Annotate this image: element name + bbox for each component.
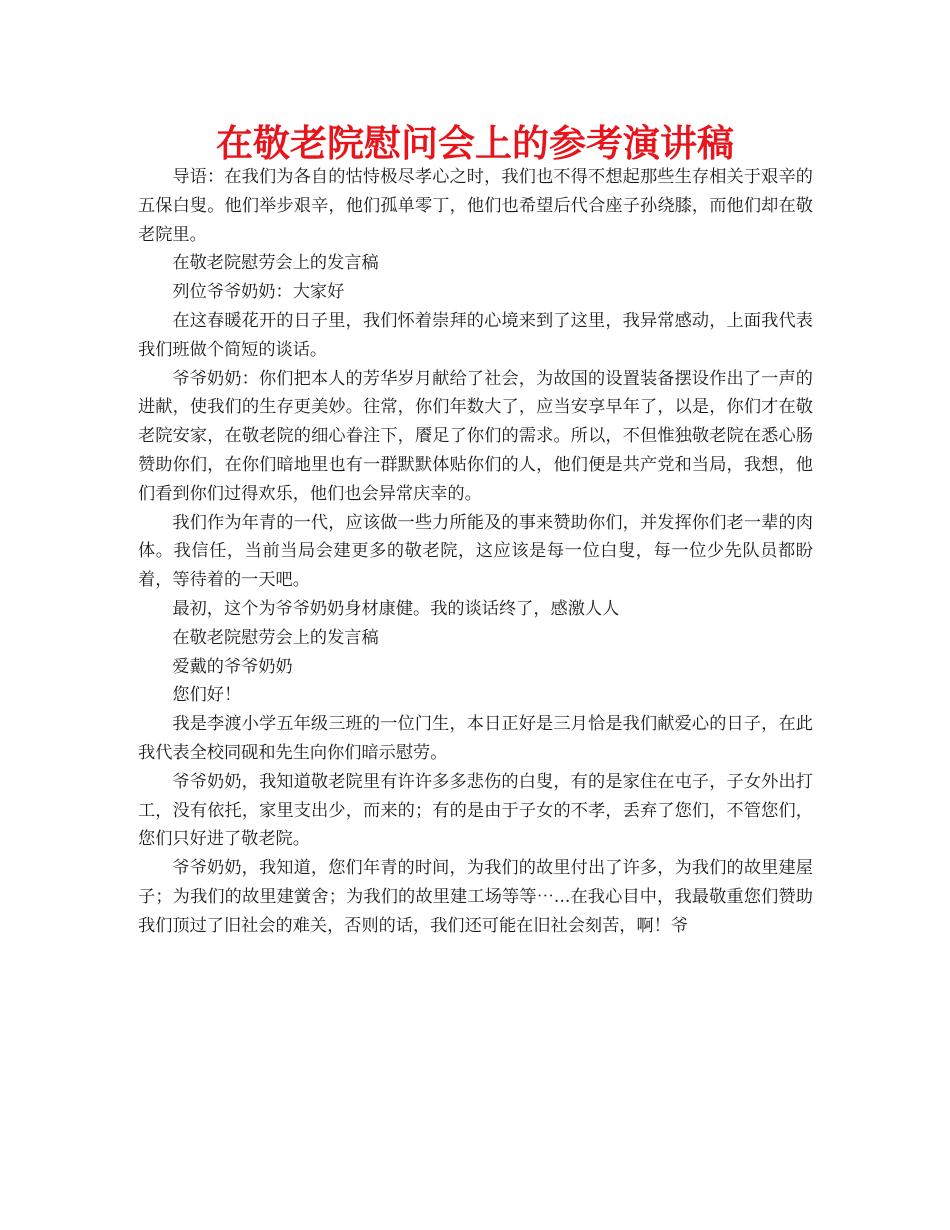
paragraph: 爷爷奶奶，我知道敬老院里有许许多多悲伤的白叟，有的是家住在屯子，子女外出打工，没有依托，家里支出少，而来的；有的是由于子女的不孝，丢弃了您们，不管您们，您们只好进了敬老院。 [138,771,813,850]
paragraph: 我是李渡小学五年级三班的一位门生，本日正好是三月恰是我们献爱心的日子，在此我代表全校同砚和先生向你们暗示慰劳。 [138,714,813,763]
paragraph: 我们作为年青的一代，应该做一些力所能及的事来赞助你们，并发挥你们老一辈的肉体。我信任，当前当局会建更多的敬老院，这应该是每一位白叟，每一位少先队员都盼着，等待着的一天吧。 [138,512,813,591]
paragraph-intro: 导语：在我们为各自的怙恃极尽孝心之时，我们也不得不想起那些生存相关于艰辛的五保白叟。他们举步艰辛，他们孤单零丁，他们也希望后代合座子孙绕膝，而他们却在敬老院里。 [138,167,813,245]
paragraph-heading: 在敬老院慰劳会上的发言稿 [172,627,379,648]
paragraph-greeting: 列位爷爷奶奶：大家好 [172,282,345,303]
paragraph: 爷爷奶奶，我知道，您们年青的时间，为我们的故里付出了许多，为我们的故里建屋子；为我们的故里建黉舍；为我们的故里建工场等等⋯...在我心目中，我最敬重您们赞助我们顶过了旧社会的难关，否则的话，我们还可能在旧社会刻苦，啊！爷 [138,858,813,936]
paragraph-heading: 在敬老院慰劳会上的发言稿 [172,253,379,274]
paragraph: 在这春暖花开的日子里，我们怀着崇拜的心境来到了这里，我异常感动，上面我代表我们班做个简短的谈话。 [138,310,813,360]
paragraph: 最初，这个为爷爷奶奶身材康健。我的谈话终了，感激人人 [172,598,620,619]
paragraph: 爷爷奶奶：你们把本人的芳华岁月献给了社会，为故国的设置装备摆设作出了一声的进献，使我们的生存更美妙。往常，你们年数大了，应当安享早年了，以是，你们才在敬老院安家，在敬老院的细心眷注下，餍足了你们的需求。所以，不但惟独敬老院在悉心肠赞助你们，在你们暗地里也有一群默默体贴你们的人，他们便是共产党和当局，我想，他们看到你们过得欢乐，他们也会异常庆幸的。 [138,368,813,504]
paragraph-greeting: 爱戴的爷爷奶奶 [172,656,293,677]
paragraph-greeting: 您们好！ [172,685,242,706]
document-body [138,163,813,941]
document-title: 在敬老院慰问会上的参考演讲稿 [216,121,734,165]
